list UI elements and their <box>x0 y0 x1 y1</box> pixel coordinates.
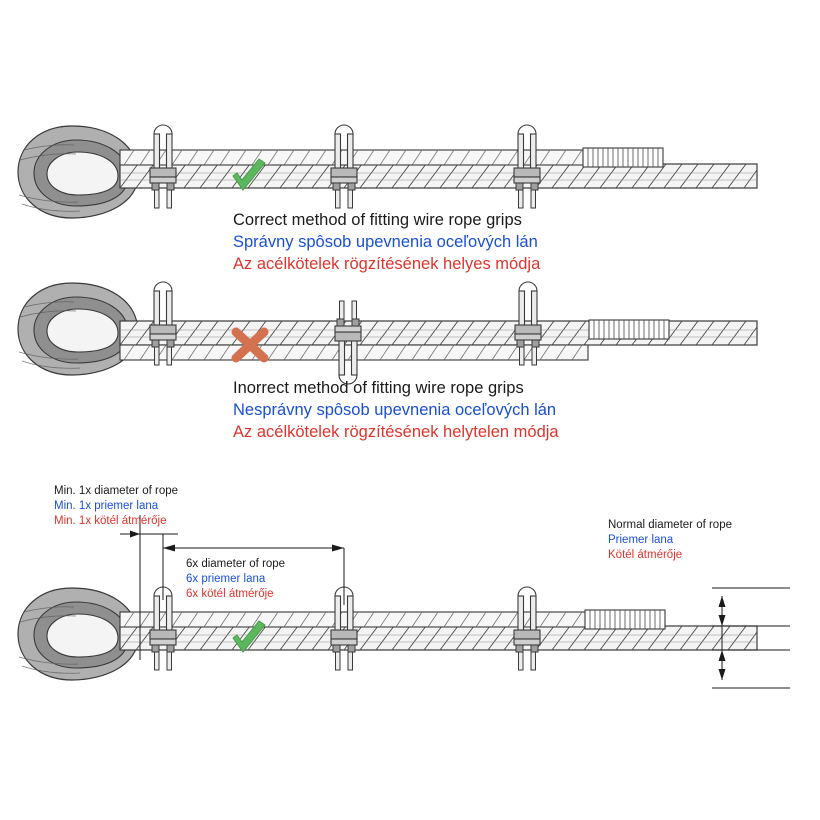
caption-correct-hu: Az acélkötelek rögzítésének helyes módja <box>233 254 541 273</box>
caption-min-distance-sk: Min. 1x priemer lana <box>54 500 159 513</box>
caption-incorrect-method <box>233 378 559 443</box>
caption-correct-sk: Správny spôsob upevnenia oceľových lán <box>233 232 538 251</box>
caption-incorrect-en: Inorrect method of fitting wire rope grips <box>233 379 524 397</box>
caption-min-distance <box>54 484 178 530</box>
caption-grip-spacing <box>186 557 285 603</box>
caption-min-distance-hu: Min. 1x kötél átmérője <box>54 515 167 528</box>
caption-grip-spacing-en: 6x diameter of rope <box>186 558 286 570</box>
caption-normal-diameter-hu: Kötél átmérője <box>608 549 683 562</box>
caption-min-distance-en: Min. 1x diameter of rope <box>54 485 179 497</box>
caption-normal-diameter-en: Normal diameter of rope <box>608 519 732 531</box>
seizing-correct <box>583 148 663 167</box>
rope-main-correct <box>120 164 757 188</box>
caption-incorrect-hu: Az acélkötelek rögzítésének helytelen módja <box>233 422 559 441</box>
caption-grip-spacing-sk: 6x priemer lana <box>186 573 266 586</box>
caption-correct-en: Correct method of fitting wire rope grips <box>233 211 522 229</box>
rope-main-dimensioned <box>120 626 757 650</box>
caption-incorrect-sk: Nesprávny spôsob upevnenia oceľových lán <box>233 400 557 419</box>
caption-grip-spacing-hu: 6x kötél átmérője <box>186 588 274 601</box>
assembly-correct <box>18 125 757 218</box>
seizing-dimensioned <box>585 610 665 629</box>
caption-normal-diameter <box>608 518 732 564</box>
seizing-incorrect <box>589 320 669 339</box>
assembly-incorrect <box>18 282 757 384</box>
caption-normal-diameter-sk: Priemer lana <box>608 534 674 547</box>
caption-correct-method <box>233 210 540 275</box>
